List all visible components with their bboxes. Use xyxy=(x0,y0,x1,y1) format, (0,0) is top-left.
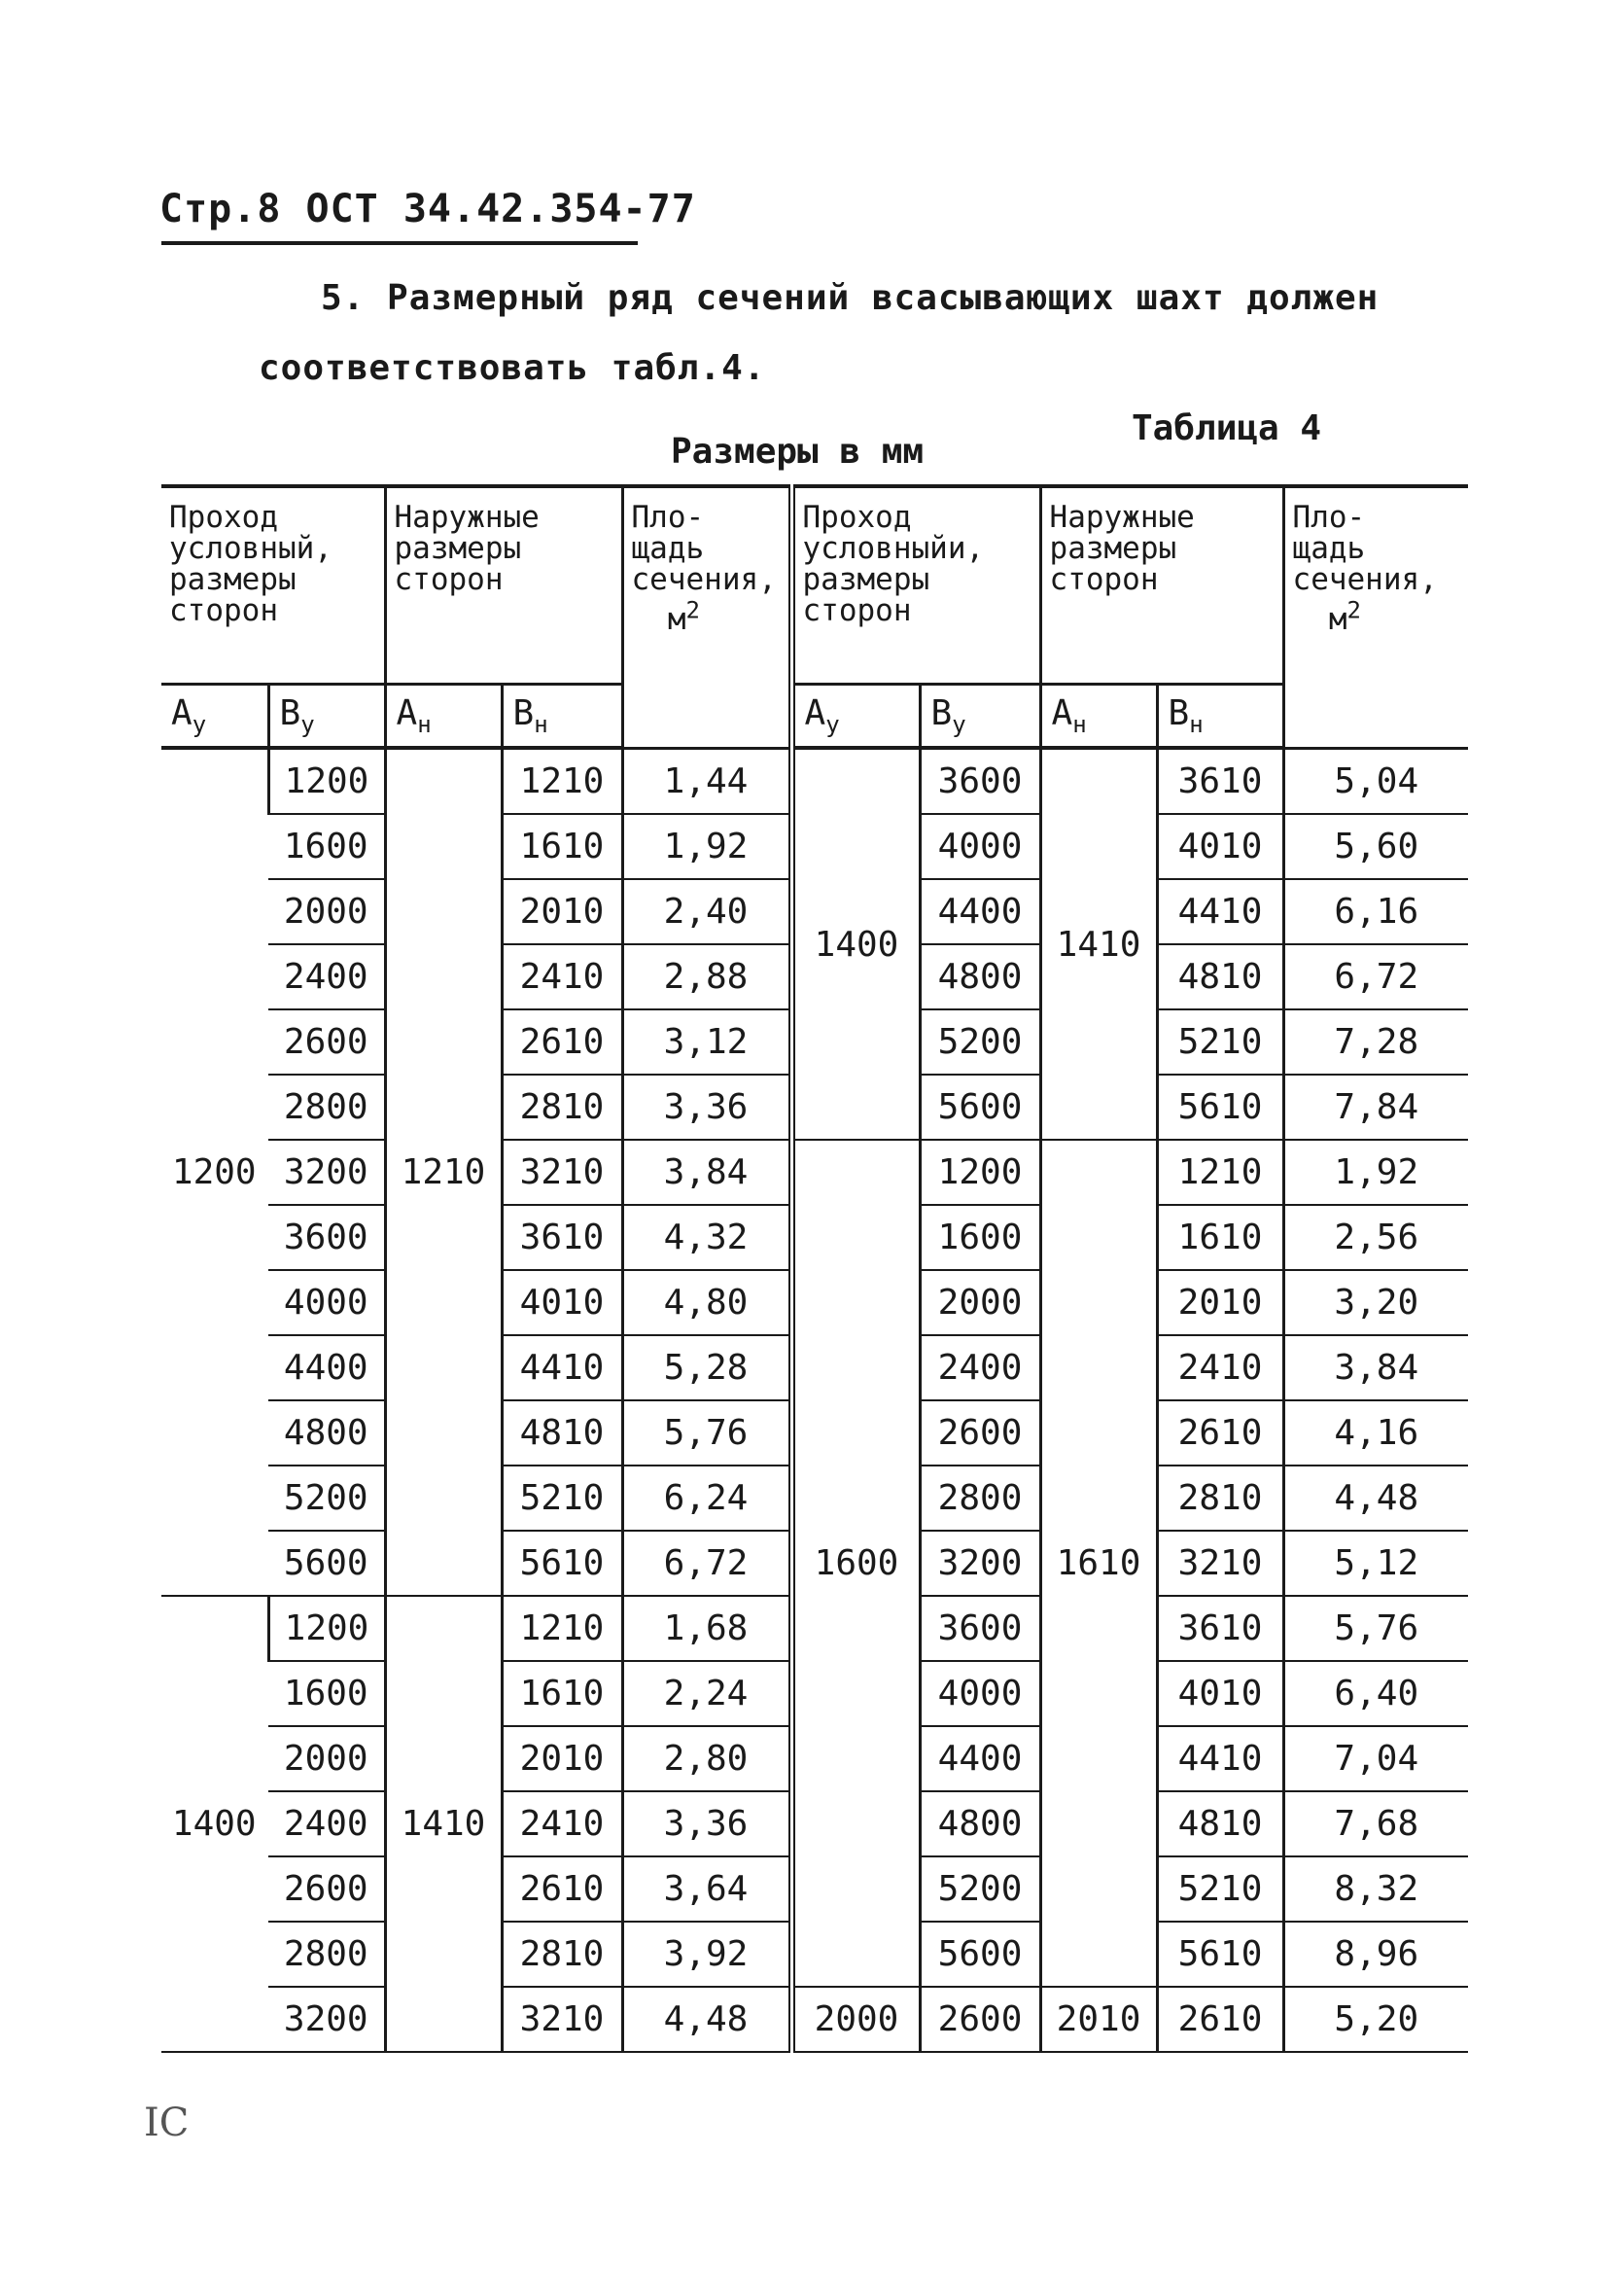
cell-bn-right: 4810 xyxy=(1157,944,1283,1009)
cell-area-right: 7,84 xyxy=(1283,1075,1468,1140)
cell-area-left: 1,92 xyxy=(622,814,791,879)
cell-area-right: 2,56 xyxy=(1283,1205,1468,1270)
sections-table xyxy=(161,484,1468,2053)
cell-bn-right: 5610 xyxy=(1157,1075,1283,1140)
cell-bn-left: 1210 xyxy=(502,1596,622,1661)
cell-bn-right: 3610 xyxy=(1157,748,1283,814)
cell-bn-right: 3210 xyxy=(1157,1531,1283,1596)
cell-area-right: 8,32 xyxy=(1283,1856,1468,1922)
cell-bn-left: 4010 xyxy=(502,1270,622,1335)
cell-bn-left: 4410 xyxy=(502,1335,622,1400)
cell-bn-left: 2410 xyxy=(502,944,622,1009)
cell-by-right: 4000 xyxy=(920,814,1040,879)
cell-by-right: 3200 xyxy=(920,1531,1040,1596)
cell-by-left: 2000 xyxy=(268,879,385,944)
cell-area-left: 1,68 xyxy=(622,1596,791,1661)
cell-area-left: 3,36 xyxy=(622,1791,791,1856)
cell-area-right: 4,48 xyxy=(1283,1466,1468,1531)
table-row xyxy=(161,748,1468,814)
cell-area-right: 6,40 xyxy=(1283,1661,1468,1726)
cell-bn-right: 3610 xyxy=(1157,1596,1283,1661)
cell-bn-right: 4410 xyxy=(1157,879,1283,944)
cell-by-right: 4800 xyxy=(920,944,1040,1009)
cell-bn-left: 5210 xyxy=(502,1466,622,1531)
cell-by-right: 1600 xyxy=(920,1205,1040,1270)
col-bn-left: $B_н$ xyxy=(502,685,622,749)
cell-bn-left: 1210 xyxy=(502,748,622,814)
cell-area-left: 3,36 xyxy=(622,1075,791,1140)
cell-bn-left: 2410 xyxy=(502,1791,622,1856)
cell-by-right: 2000 xyxy=(920,1270,1040,1335)
cell-by-right: 4400 xyxy=(920,879,1040,944)
cell-by-left: 1600 xyxy=(268,814,385,879)
cell-by-right: 4400 xyxy=(920,1726,1040,1791)
cell-area-left: 3,12 xyxy=(622,1009,791,1075)
cell-area-left: 3,64 xyxy=(622,1856,791,1922)
cell-area-right: 3,84 xyxy=(1283,1335,1468,1400)
cell-by-left: 2400 xyxy=(268,944,385,1009)
cell-area-right: 4,16 xyxy=(1283,1400,1468,1466)
cell-bn-left: 2610 xyxy=(502,1009,622,1075)
cell-area-right: 5,20 xyxy=(1283,1987,1468,2052)
cell-bn-left: 1610 xyxy=(502,1661,622,1726)
cell-by-left: 1200 xyxy=(268,1596,385,1661)
cell-area-right: 1,92 xyxy=(1283,1140,1468,1205)
cell-bn-right: 5210 xyxy=(1157,1856,1283,1922)
cell-area-left: 1,44 xyxy=(622,748,791,814)
col-group-outer-right: Наружные размеры сторон xyxy=(1040,486,1283,685)
cell-bn-left: 2010 xyxy=(502,879,622,944)
cell-bn-right: 2010 xyxy=(1157,1270,1283,1335)
cell-ay-right: 2000 xyxy=(791,1987,920,2052)
col-ay-left: $A_у$ xyxy=(161,685,268,749)
paragraph-line-2: соответствовать табл.4. xyxy=(259,348,766,388)
cell-by-left: 3600 xyxy=(268,1205,385,1270)
cell-area-left: 5,76 xyxy=(622,1400,791,1466)
cell-by-right: 5200 xyxy=(920,1856,1040,1922)
cell-bn-left: 4810 xyxy=(502,1400,622,1466)
cell-by-left: 5600 xyxy=(268,1531,385,1596)
cell-bn-right: 4810 xyxy=(1157,1791,1283,1856)
cell-bn-left: 3610 xyxy=(502,1205,622,1270)
cell-ay-right: 1400 xyxy=(791,748,920,1140)
cell-bn-left: 2810 xyxy=(502,1922,622,1987)
cell-bn-left: 2810 xyxy=(502,1075,622,1140)
cell-by-right: 2400 xyxy=(920,1335,1040,1400)
cell-area-left: 6,72 xyxy=(622,1531,791,1596)
cell-by-left: 2600 xyxy=(268,1856,385,1922)
cell-by-right: 1200 xyxy=(920,1140,1040,1205)
col-bn-right: $B_н$ xyxy=(1157,685,1283,749)
cell-by-left: 4800 xyxy=(268,1400,385,1466)
cell-bn-right: 4010 xyxy=(1157,814,1283,879)
col-ay-right: $A_у$ xyxy=(791,685,920,749)
col-group-passage-right: Проход условныйи, размеры сторон xyxy=(791,486,1040,685)
col-group-passage-left: Проход условный, размеры сторон xyxy=(161,486,385,685)
cell-by-right: 5200 xyxy=(920,1009,1040,1075)
cell-area-left: 3,92 xyxy=(622,1922,791,1987)
cell-area-right: 5,04 xyxy=(1283,748,1468,814)
cell-bn-right: 1610 xyxy=(1157,1205,1283,1270)
cell-by-left: 2800 xyxy=(268,1075,385,1140)
cell-bn-right: 5610 xyxy=(1157,1922,1283,1987)
cell-area-left: 4,80 xyxy=(622,1270,791,1335)
cell-by-left: 1200 xyxy=(268,748,385,814)
cell-an-left: 1410 xyxy=(385,1596,502,2052)
cell-by-left: 2400 xyxy=(268,1791,385,1856)
col-group-outer-left: Наружные размеры сторон xyxy=(385,486,622,685)
cell-by-left: 2600 xyxy=(268,1009,385,1075)
cell-area-left: 2,80 xyxy=(622,1726,791,1791)
cell-bn-left: 3210 xyxy=(502,1987,622,2052)
cell-area-right: 8,96 xyxy=(1283,1922,1468,1987)
cell-an-right: 1610 xyxy=(1040,1140,1157,1987)
col-area-right xyxy=(1283,486,1468,748)
cell-ay-left: 1200 xyxy=(161,748,268,1596)
cell-area-left: 6,24 xyxy=(622,1466,791,1531)
col-area-left xyxy=(622,486,791,748)
cell-by-left: 4400 xyxy=(268,1335,385,1400)
cell-by-right: 3600 xyxy=(920,1596,1040,1661)
page-header: Стр.8 ОСТ 34.42.354-77 xyxy=(159,187,696,231)
cell-area-right: 7,04 xyxy=(1283,1726,1468,1791)
cell-bn-right: 2610 xyxy=(1157,1400,1283,1466)
col-by-right: $B_у$ xyxy=(920,685,1040,749)
header-underline xyxy=(161,241,638,245)
cell-bn-right: 4010 xyxy=(1157,1661,1283,1726)
cell-area-right: 5,12 xyxy=(1283,1531,1468,1596)
cell-area-left: 2,88 xyxy=(622,944,791,1009)
cell-bn-left: 2610 xyxy=(502,1856,622,1922)
cell-by-right: 3600 xyxy=(920,748,1040,814)
table-row xyxy=(161,1140,1468,1205)
paragraph-line-1: 5. Размерный ряд сечений всасывающих шахт должен xyxy=(321,278,1380,318)
units-note: Размеры в мм xyxy=(671,432,925,472)
cell-by-left: 4000 xyxy=(268,1270,385,1335)
col-an-left: $A_н$ xyxy=(385,685,502,749)
cell-bn-left: 5610 xyxy=(502,1531,622,1596)
page-number: IC xyxy=(144,2101,190,2145)
cell-area-left: 2,24 xyxy=(622,1661,791,1726)
cell-bn-right: 5210 xyxy=(1157,1009,1283,1075)
cell-by-right: 5600 xyxy=(920,1922,1040,1987)
area-label: Пло- щадь сечения, xyxy=(1292,500,1438,597)
cell-area-right: 7,68 xyxy=(1283,1791,1468,1856)
cell-bn-left: 2010 xyxy=(502,1726,622,1791)
cell-area-right: 7,28 xyxy=(1283,1009,1468,1075)
cell-by-right: 5600 xyxy=(920,1075,1040,1140)
cell-bn-right: 2410 xyxy=(1157,1335,1283,1400)
area-unit: $м^2$ xyxy=(667,597,700,638)
cell-by-right: 2600 xyxy=(920,1987,1040,2052)
cell-area-left: 2,40 xyxy=(622,879,791,944)
cell-by-left: 3200 xyxy=(268,1140,385,1205)
cell-by-left: 2000 xyxy=(268,1726,385,1791)
cell-an-left: 1210 xyxy=(385,748,502,1596)
table-row xyxy=(161,1987,1468,2052)
cell-bn-right: 2810 xyxy=(1157,1466,1283,1531)
cell-area-left: 4,48 xyxy=(622,1987,791,2052)
area-label: Пло- щадь сечения, xyxy=(631,500,777,597)
cell-by-left: 2800 xyxy=(268,1922,385,1987)
cell-by-right: 4800 xyxy=(920,1791,1040,1856)
cell-by-left: 5200 xyxy=(268,1466,385,1531)
cell-by-right: 4000 xyxy=(920,1661,1040,1726)
cell-ay-left: 1400 xyxy=(161,1596,268,2052)
cell-an-right: 2010 xyxy=(1040,1987,1157,2052)
cell-area-right: 3,20 xyxy=(1283,1270,1468,1335)
cell-by-right: 2600 xyxy=(920,1400,1040,1466)
cell-bn-right: 4410 xyxy=(1157,1726,1283,1791)
cell-area-right: 5,76 xyxy=(1283,1596,1468,1661)
cell-area-right: 5,60 xyxy=(1283,814,1468,879)
cell-area-left: 3,84 xyxy=(622,1140,791,1205)
cell-ay-right: 1600 xyxy=(791,1140,920,1987)
table-title: Таблица 4 xyxy=(1132,408,1322,448)
area-unit: $м^2$ xyxy=(1328,597,1361,638)
cell-by-left: 3200 xyxy=(268,1987,385,2052)
cell-area-left: 5,28 xyxy=(622,1335,791,1400)
cell-area-right: 6,72 xyxy=(1283,944,1468,1009)
col-an-right: $A_н$ xyxy=(1040,685,1157,749)
cell-area-right: 6,16 xyxy=(1283,879,1468,944)
cell-area-left: 4,32 xyxy=(622,1205,791,1270)
table-body xyxy=(161,748,1468,2052)
cell-bn-left: 3210 xyxy=(502,1140,622,1205)
cell-by-left: 1600 xyxy=(268,1661,385,1726)
col-by-left: $B_у$ xyxy=(268,685,385,749)
cell-bn-left: 1610 xyxy=(502,814,622,879)
cell-an-right: 1410 xyxy=(1040,748,1157,1140)
cell-bn-right: 2610 xyxy=(1157,1987,1283,2052)
cell-bn-right: 1210 xyxy=(1157,1140,1283,1205)
cell-by-right: 2800 xyxy=(920,1466,1040,1531)
